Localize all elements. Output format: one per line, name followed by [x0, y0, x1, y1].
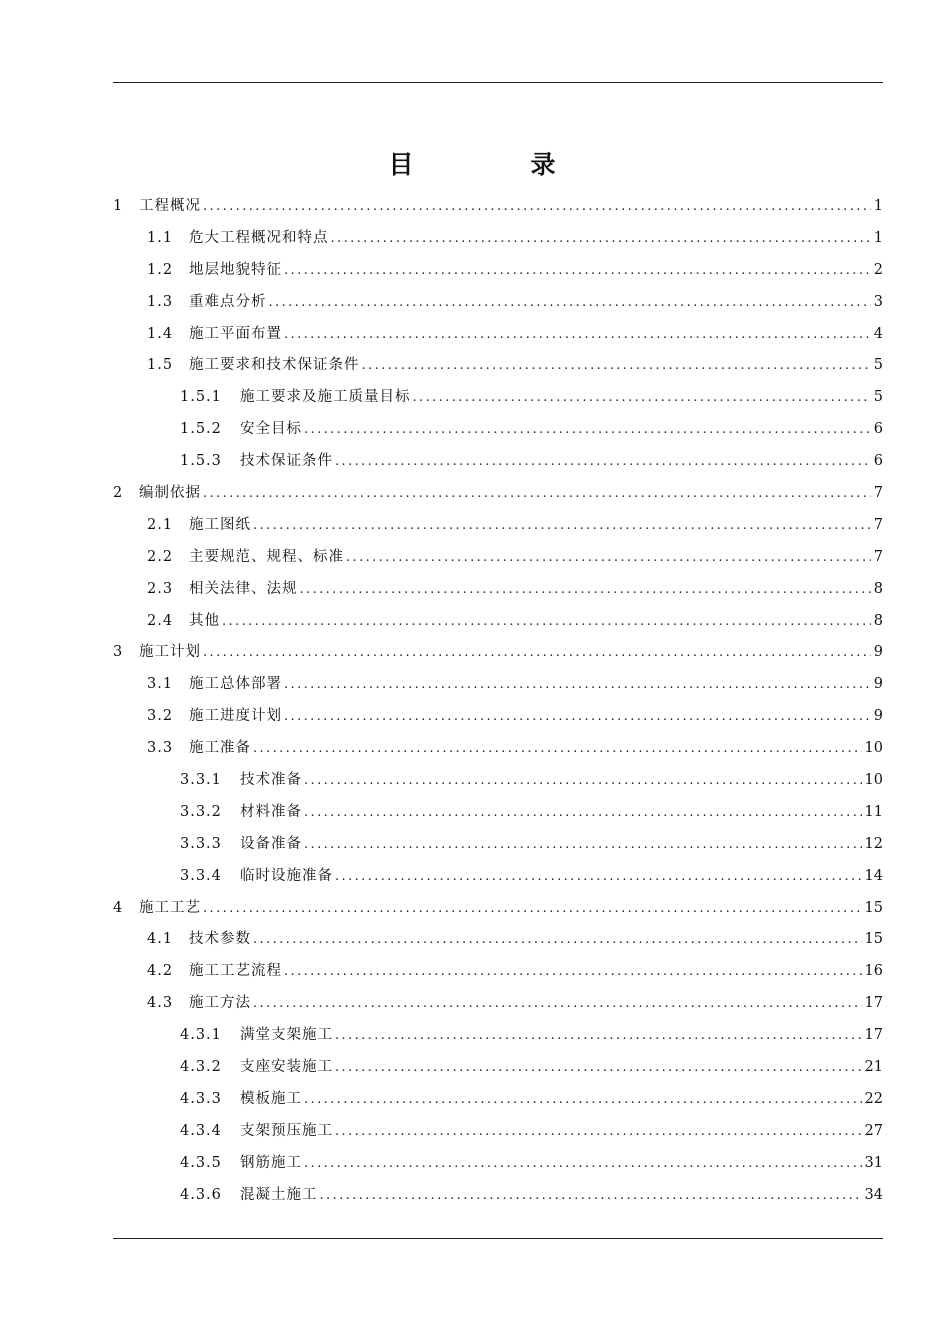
toc-entry-title[interactable]: 材料准备: [240, 803, 302, 820]
dot-leader: [203, 896, 862, 922]
toc-entry-title[interactable]: 混凝土施工: [240, 1186, 318, 1203]
dot-leader: [304, 1151, 862, 1177]
toc-entry[interactable]: [113, 1022, 883, 1054]
dot-leader: [253, 927, 862, 953]
toc-entry-title[interactable]: 设备准备: [240, 835, 302, 852]
toc-entry-title[interactable]: 危大工程概况和特点: [189, 229, 329, 246]
dot-leader: [203, 194, 871, 220]
toc-entry-title[interactable]: 施工总体部署: [189, 676, 282, 693]
dot-leader: [203, 640, 871, 666]
dot-leader: [335, 1023, 862, 1049]
toc-entry-number: 2.4: [147, 612, 174, 629]
toc-entry-number: 3.3: [147, 740, 174, 757]
toc-entry-number: 4.3.4: [180, 1122, 222, 1139]
toc-entry-title[interactable]: 施工平面布置: [189, 325, 282, 342]
dot-leader: [335, 864, 862, 890]
toc-entry[interactable]: [113, 958, 883, 990]
toc-entry[interactable]: [113, 448, 883, 480]
dot-leader: [253, 513, 871, 539]
toc-entry-number: 4.3.2: [180, 1059, 222, 1076]
dot-leader: [335, 1055, 862, 1081]
toc-entry-number: 4: [113, 899, 124, 916]
toc-entry-number: 4.3: [147, 995, 174, 1012]
footer-rule: [113, 1238, 883, 1239]
toc-entry-page-number[interactable]: 9: [873, 708, 883, 725]
toc-entry-page-number[interactable]: 3: [873, 293, 883, 310]
toc-entry-title[interactable]: 施工工艺流程: [189, 963, 282, 980]
dot-leader: [253, 991, 862, 1017]
toc-entry[interactable]: [113, 990, 883, 1022]
toc-entry-page-number[interactable]: 12: [864, 835, 883, 852]
toc-entry-title[interactable]: 重难点分析: [189, 293, 267, 310]
dot-leader: [304, 832, 862, 858]
toc-entry-page-number[interactable]: 15: [864, 931, 883, 948]
toc-entry-number: 4.3.1: [180, 1027, 222, 1044]
toc-entry-title[interactable]: 临时设施准备: [240, 867, 333, 884]
toc-entry-number: 2: [113, 485, 124, 502]
toc-entry-page-number[interactable]: 5: [873, 389, 883, 406]
toc-entry[interactable]: [113, 1150, 883, 1182]
dot-leader: [320, 1183, 862, 1209]
toc-entry-page-number[interactable]: 9: [873, 676, 883, 693]
toc-entry-number: 4.3.6: [180, 1186, 222, 1203]
toc-entry-page-number[interactable]: 7: [873, 548, 883, 565]
toc-entry-number: 1.3: [147, 293, 174, 310]
toc-entry-number: 4.2: [147, 963, 174, 980]
toc-entry-title[interactable]: 施工图纸: [189, 516, 251, 533]
toc-entry-page-number[interactable]: 27: [864, 1122, 883, 1139]
dot-leader: [304, 417, 871, 443]
dot-leader: [331, 226, 871, 252]
toc-entry-page-number[interactable]: 8: [873, 580, 883, 597]
toc-entry-title[interactable]: 支座安装施工: [240, 1059, 333, 1076]
toc-entry[interactable]: [113, 671, 883, 703]
toc-entry-page-number[interactable]: 7: [873, 516, 883, 533]
dot-leader: [203, 481, 871, 507]
toc-entry[interactable]: [113, 257, 883, 289]
toc-entry-number: 3.3.4: [180, 867, 222, 884]
toc-entry[interactable]: [113, 1118, 883, 1150]
dot-leader: [253, 736, 862, 762]
toc-entry-number: 3: [113, 644, 124, 661]
dot-leader: [284, 258, 871, 284]
dot-leader: [413, 385, 871, 411]
toc-entry-page-number[interactable]: 31: [864, 1154, 883, 1171]
toc-entry-number: 1.4: [147, 325, 174, 342]
toc-entry[interactable]: [113, 289, 883, 321]
toc-entry[interactable]: [113, 799, 883, 831]
toc-entry-title[interactable]: 地层地貌特征: [189, 261, 282, 278]
toc-entry-title[interactable]: 施工方法: [189, 995, 251, 1012]
toc-entry[interactable]: [113, 831, 883, 863]
toc-entry-page-number[interactable]: 7: [873, 485, 883, 502]
toc-entry[interactable]: [113, 1086, 883, 1118]
toc-entry-title[interactable]: 施工工艺: [139, 899, 201, 916]
toc-entry[interactable]: [113, 480, 883, 512]
toc-entry-page-number[interactable]: 14: [864, 867, 883, 884]
table-of-contents: [113, 193, 883, 1214]
toc-entry[interactable]: [113, 639, 883, 671]
toc-entry-page-number[interactable]: 6: [873, 453, 883, 470]
toc-entry[interactable]: [113, 512, 883, 544]
dot-leader: [284, 959, 862, 985]
dot-leader: [300, 577, 871, 603]
toc-entry-page-number[interactable]: 10: [864, 740, 883, 757]
toc-entry[interactable]: [113, 735, 883, 767]
dot-leader: [304, 768, 862, 794]
toc-entry-page-number[interactable]: 15: [864, 899, 883, 916]
toc-entry[interactable]: [113, 1054, 883, 1086]
toc-entry[interactable]: [113, 767, 883, 799]
toc-entry-page-number[interactable]: 4: [873, 325, 883, 342]
toc-entry-page-number[interactable]: 16: [864, 963, 883, 980]
toc-entry-number: 4.3.5: [180, 1154, 222, 1171]
toc-entry-page-number[interactable]: 17: [864, 1027, 883, 1044]
toc-entry-page-number[interactable]: 21: [864, 1059, 883, 1076]
toc-entry[interactable]: [113, 1182, 883, 1214]
toc-entry-title[interactable]: 其他: [189, 612, 220, 629]
toc-entry[interactable]: [113, 225, 883, 257]
toc-entry[interactable]: [113, 863, 883, 895]
toc-entry-title[interactable]: 施工要求及施工质量目标: [240, 389, 411, 406]
toc-entry-title[interactable]: 满堂支架施工: [240, 1027, 333, 1044]
toc-entry[interactable]: [113, 321, 883, 353]
dot-leader: [335, 1119, 862, 1145]
toc-entry[interactable]: [113, 544, 883, 576]
toc-entry-title[interactable]: 主要规范、规程、标准: [189, 548, 344, 565]
toc-entry-page-number[interactable]: 34: [864, 1186, 883, 1203]
toc-entry-page-number[interactable]: 10: [864, 772, 883, 789]
toc-entry-page-number[interactable]: 22: [864, 1090, 883, 1107]
toc-entry-title[interactable]: 技术参数: [189, 931, 251, 948]
toc-entry-title[interactable]: 施工计划: [139, 644, 201, 661]
toc-entry-title[interactable]: 施工进度计划: [189, 708, 282, 725]
dot-leader: [269, 290, 871, 316]
toc-entry-number: 1.5: [147, 357, 174, 374]
toc-entry-page-number[interactable]: 2: [873, 261, 883, 278]
toc-entry-number: 1.5.1: [180, 389, 222, 406]
toc-entry-title[interactable]: 工程概况: [139, 198, 201, 214]
toc-entry-number: 1.1: [147, 229, 174, 246]
dot-leader: [284, 322, 871, 348]
toc-entry-page-number[interactable]: 8: [873, 612, 883, 629]
dot-leader: [222, 609, 871, 635]
toc-entry-title[interactable]: 模板施工: [240, 1090, 302, 1107]
dot-leader: [362, 353, 871, 379]
header-rule: [113, 82, 883, 83]
toc-entry-title[interactable]: 技术准备: [240, 772, 302, 789]
toc-entry-number: 1.5.3: [180, 453, 222, 470]
toc-entry-number: 2.3: [147, 580, 174, 597]
toc-entry-title[interactable]: 施工准备: [189, 740, 251, 757]
toc-entry-number: 3.3.3: [180, 835, 222, 852]
dot-leader: [335, 449, 871, 475]
toc-entry[interactable]: [113, 416, 883, 448]
toc-entry-title[interactable]: 技术保证条件: [240, 453, 333, 470]
toc-entry-number: 1.5.2: [180, 421, 222, 438]
toc-entry-page-number[interactable]: 9: [873, 644, 883, 661]
dot-leader: [304, 800, 862, 826]
toc-entry-page-number[interactable]: 1: [873, 229, 883, 246]
toc-entry-number: 4.3.3: [180, 1090, 222, 1107]
dot-leader: [304, 1087, 862, 1113]
toc-entry-title[interactable]: 编制依据: [139, 485, 201, 502]
toc-entry[interactable]: [113, 352, 883, 384]
toc-entry[interactable]: [113, 703, 883, 735]
toc-entry-page-number[interactable]: 6: [873, 421, 883, 438]
toc-entry[interactable]: [113, 926, 883, 958]
toc-entry[interactable]: [113, 895, 883, 927]
toc-entry-title[interactable]: 安全目标: [240, 421, 302, 438]
toc-entry-title[interactable]: 钢筋施工: [240, 1154, 302, 1171]
toc-entry-number: 1: [113, 198, 124, 214]
toc-entry-title[interactable]: 支架预压施工: [240, 1122, 333, 1139]
toc-entry-page-number[interactable]: 17: [864, 995, 883, 1012]
dot-leader: [284, 672, 871, 698]
toc-entry-number: 3.2: [147, 708, 174, 725]
toc-entry-title[interactable]: 相关法律、法规: [189, 580, 298, 597]
toc-entry-number: 2.1: [147, 516, 174, 533]
toc-entry[interactable]: [113, 608, 883, 640]
toc-entry-number: 4.1: [147, 931, 174, 948]
toc-entry-number: 3.1: [147, 676, 174, 693]
toc-entry-number: 3.3.1: [180, 772, 222, 789]
toc-entry-page-number[interactable]: 11: [864, 803, 883, 820]
toc-entry-page-number[interactable]: 5: [873, 357, 883, 374]
toc-entry[interactable]: [113, 193, 883, 225]
toc-entry-title[interactable]: 施工要求和技术保证条件: [189, 357, 360, 374]
dot-leader: [346, 545, 871, 571]
toc-entry[interactable]: [113, 576, 883, 608]
toc-entry-number: 2.2: [147, 548, 174, 565]
toc-entry-number: 1.2: [147, 261, 174, 278]
toc-title: 目 录: [388, 150, 602, 179]
dot-leader: [284, 704, 871, 730]
toc-entry[interactable]: [113, 384, 883, 416]
toc-entry-number: 3.3.2: [180, 803, 222, 820]
toc-entry-page-number[interactable]: 1: [873, 198, 883, 214]
